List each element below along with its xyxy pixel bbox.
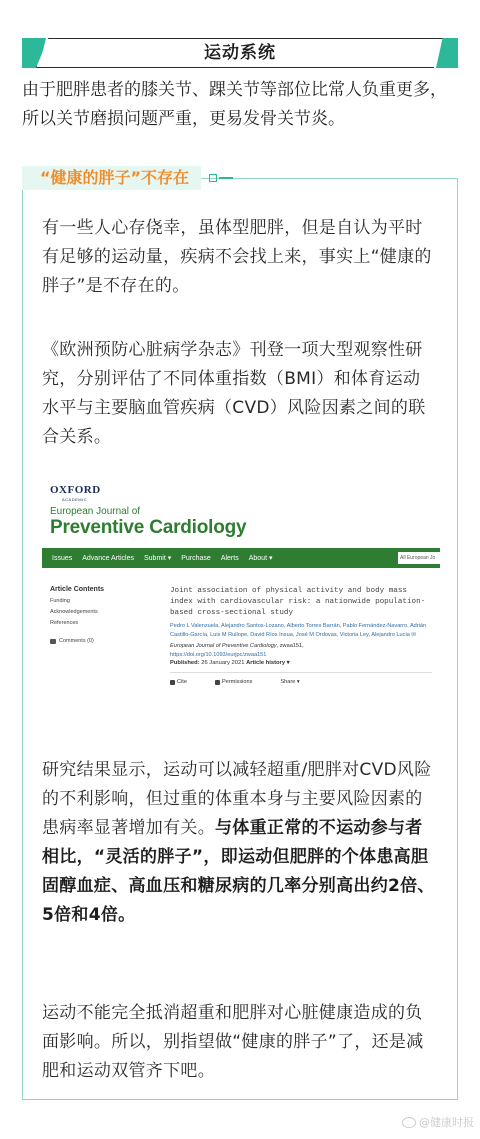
publisher-sub: ACADEMIC [62, 497, 88, 502]
subsection-header [22, 166, 233, 190]
doi-link[interactable]: https://doi.org/10.1093/eurjpc/zwaa151 [170, 651, 267, 658]
article-history[interactable]: Article history ▾ [246, 660, 290, 666]
sidebar-link-funding[interactable]: Funding [50, 598, 70, 604]
article-contents-sidebar [50, 586, 150, 644]
journal-search-input[interactable]: All European Jo [398, 552, 440, 564]
article-header [170, 586, 432, 685]
journal-screenshot [42, 470, 440, 726]
nav-advance-articles[interactable]: Advance Articles [82, 554, 134, 562]
article-authors[interactable]: Pedro L Valenzuela, Alejandro Santos-Lozano, Alberto Torres Barrán, Pablo Fernández-Navarro, Adrián Castillo-García, Luis M Ruilope, David Ríos Insua, José M Ordovas, Victoria Ley, Alejandro Lucia ✉ [170, 623, 427, 638]
paragraph-2: 《欧洲预防心脏病学杂志》刊登一项大型观察性研究，分别评估了不同体重指数（BMI）和体育运动水平与主要脑血管疾病（CVD）风险因素之间的联合关系。 [42, 340, 426, 447]
comments-label: Comments (0) [59, 638, 94, 644]
wrench-icon [215, 680, 220, 685]
nav-alerts[interactable]: Alerts [220, 554, 239, 562]
section-intro: 由于肥胖患者的膝关节、踝关节等部位比常人负重更多，所以关节磨损问题严重，更易发骨关节炎。 [22, 80, 447, 129]
paragraph-1: 有一些人心存侥幸，虽体型肥胖，但是自认为平时有足够的运动量，疾病不会找上来，事实上“健康的胖子”是不存在的。 [42, 218, 432, 296]
nav-purchase[interactable]: Purchase [181, 554, 211, 562]
journal-name-line2: Preventive Cardiology [50, 517, 247, 538]
watermark [402, 1114, 474, 1130]
article-title: Joint association of physical activity and body mass index with cardiovascular risk: a nationwide population-based cross-sectional study [170, 587, 426, 617]
cite-button[interactable]: Cite [170, 679, 201, 685]
quote-icon [170, 680, 175, 685]
article-citation [170, 642, 432, 659]
watermark-text: @健康时报 [419, 1116, 474, 1129]
section-header [22, 38, 458, 68]
publisher-logo: OXFORD [50, 484, 101, 496]
section-title: 运动系统 [204, 43, 276, 63]
citation-journal: European Journal of Preventive Cardiology [170, 643, 277, 649]
published-date: 26 January 2021 [199, 660, 247, 666]
sidebar-link-acknowledgements[interactable]: Acknowledgements [50, 609, 98, 615]
nav-about[interactable]: About ▾ [248, 555, 273, 562]
article-actions [170, 672, 432, 685]
paragraph-3-bold: 与体重正常的不运动参与者相比，“灵活的胖子”，即运动但肥胖的个体患高胆固醇血症、高血压和糖尿病的几率分别高出约2倍、5倍和4倍。 [42, 818, 435, 925]
journal-nav [42, 548, 440, 568]
comments-link[interactable] [50, 638, 150, 644]
citation-id: , zwaa151, [276, 643, 304, 649]
sidebar-link-references[interactable]: References [50, 620, 79, 626]
nav-submit[interactable]: Submit ▾ [143, 555, 172, 562]
paragraph-3 [42, 756, 436, 930]
paragraph-4: 运动不能完全抵消超重和肥胖对心脏健康造成的负面影响。所以，别指望做“健康的胖子”了，还是减肥和运动双管齐下吧。 [42, 1003, 424, 1081]
subsection-decoration [209, 174, 233, 182]
published-label: Published: [170, 660, 200, 666]
paragraph-3-normal: 研究结果显示，运动可以减轻超重/肥胖对CVD风险的不利影响，但过重的体重本身与主要风险因素的患病率显著增加有关。 [42, 760, 432, 838]
comment-icon [50, 639, 56, 644]
article-contents-heading: Article Contents [50, 586, 105, 593]
published-info [170, 660, 432, 666]
nav-issues[interactable]: Issues [52, 554, 73, 562]
share-button[interactable]: Share ▾ [280, 679, 300, 685]
subsection-title: “健康的胖子”不存在 [22, 166, 201, 190]
weibo-icon [402, 1117, 416, 1128]
journal-name-line1: European Journal of [50, 506, 141, 517]
permissions-button[interactable]: Permissions [215, 679, 266, 685]
